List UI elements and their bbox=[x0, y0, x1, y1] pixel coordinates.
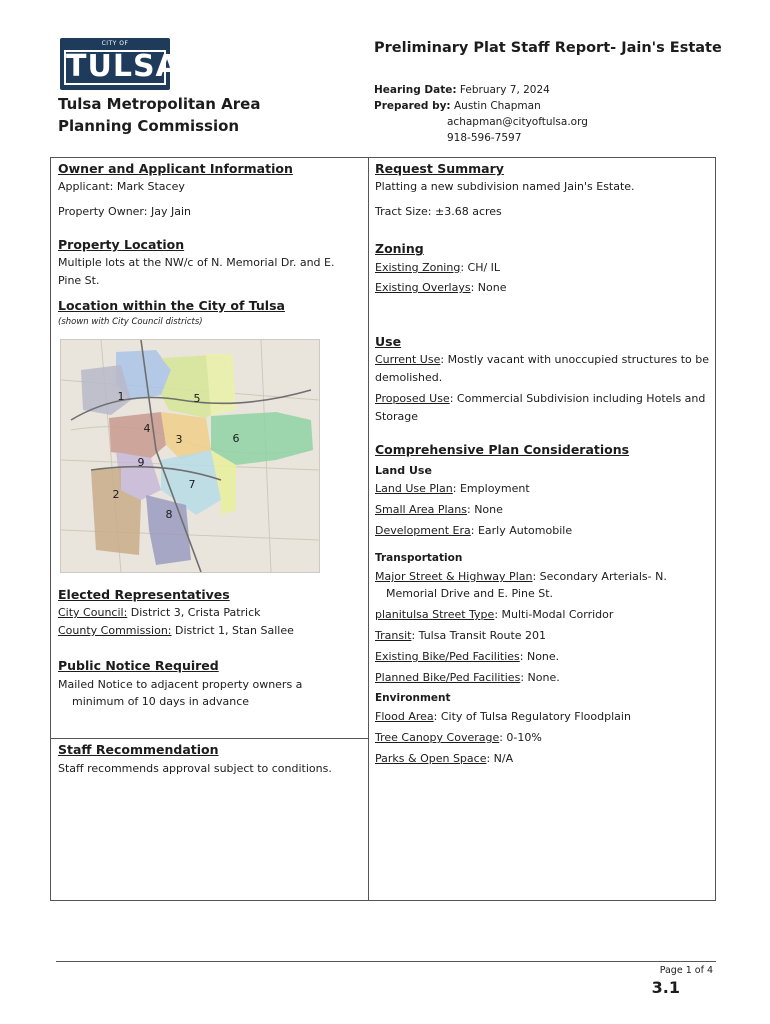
request-heading: Request Summary bbox=[375, 161, 504, 176]
city-of-tulsa-logo bbox=[60, 38, 180, 90]
planned-bike-label: Planned Bike/Ped Facilities bbox=[375, 671, 521, 684]
report-title: Preliminary Plat Staff Report- Jain's Estate bbox=[374, 40, 722, 56]
council-label: City Council: bbox=[58, 606, 128, 619]
city-location-heading: Location within the City of Tulsa bbox=[58, 298, 285, 313]
district-4-shape bbox=[109, 412, 166, 458]
prepared-by-label: Prepared by: bbox=[374, 100, 451, 112]
parks-value: : N/A bbox=[486, 752, 514, 765]
agenda-item-number: 3.1 bbox=[651, 978, 680, 997]
preparer-phone: 918-596-7597 bbox=[447, 132, 522, 144]
flood-label: Flood Area bbox=[375, 710, 434, 723]
small-area-value: : None bbox=[467, 503, 503, 516]
transit-label: Transit bbox=[375, 629, 412, 642]
proposed-use-value: : Commercial Subdivision including Hotels and Storage bbox=[375, 392, 706, 423]
parks-label: Parks & Open Space bbox=[375, 752, 487, 765]
dev-era-label: Development Era bbox=[375, 524, 471, 537]
map-label-6: 6 bbox=[232, 432, 240, 445]
notice-text-1: Mailed Notice to adjacent property owners a bbox=[58, 678, 303, 691]
district-3-east-shape bbox=[206, 354, 236, 416]
small-area-label: Small Area Plans bbox=[375, 503, 467, 516]
prepared-by-row bbox=[374, 98, 588, 114]
canopy-row bbox=[375, 729, 542, 747]
logo-city-of: CITY OF bbox=[101, 40, 129, 47]
map-label-7: 7 bbox=[188, 478, 196, 491]
proposed-use-row bbox=[375, 390, 713, 426]
elected-heading: Elected Representatives bbox=[58, 587, 230, 602]
zoning-heading: Zoning bbox=[375, 241, 424, 256]
property-location-heading: Property Location bbox=[58, 237, 185, 252]
existing-zoning-label: Existing Zoning bbox=[375, 261, 461, 274]
recommendation-divider bbox=[50, 738, 369, 739]
hearing-date-row bbox=[374, 82, 588, 98]
current-use-label: Current Use bbox=[375, 353, 441, 366]
map-label-2: 2 bbox=[112, 488, 120, 501]
council-row bbox=[58, 604, 261, 622]
current-use-row bbox=[375, 351, 713, 387]
map-label-4: 4 bbox=[143, 422, 151, 435]
transit-value: : Tulsa Transit Route 201 bbox=[411, 629, 547, 642]
canopy-value: : 0-10% bbox=[499, 731, 542, 744]
small-area-row bbox=[375, 501, 503, 519]
county-label: County Commission: bbox=[58, 624, 172, 637]
column-divider bbox=[368, 157, 369, 901]
major-street-value-2: Memorial Drive and E. Pine St. bbox=[386, 587, 554, 600]
land-use-plan-label: Land Use Plan bbox=[375, 482, 453, 495]
flood-row bbox=[375, 708, 631, 726]
street-type-value: : Multi-Modal Corridor bbox=[494, 608, 614, 621]
council-district-map bbox=[60, 339, 320, 573]
district-6-shape bbox=[211, 412, 313, 465]
map-label-9: 9 bbox=[137, 456, 145, 469]
map-svg bbox=[61, 340, 319, 572]
applicant: Applicant: Mark Stacey bbox=[58, 180, 185, 193]
report-meta bbox=[374, 82, 588, 146]
map-label-3: 3 bbox=[175, 433, 183, 446]
current-use-value: : Mostly vacant with unoccupied structures to be demolished. bbox=[375, 353, 710, 384]
map-label-5: 5 bbox=[193, 392, 201, 405]
agency-line-2: Planning Commission bbox=[58, 117, 240, 135]
transportation-heading: Transportation bbox=[375, 552, 463, 564]
county-row bbox=[58, 622, 294, 640]
planned-bike-row bbox=[375, 669, 560, 687]
existing-bike-label: Existing Bike/Ped Facilities bbox=[375, 650, 520, 663]
property-owner: Property Owner: Jay Jain bbox=[58, 205, 191, 218]
prepared-by-value: Austin Chapman bbox=[453, 100, 541, 112]
comp-plan-heading: Comprehensive Plan Considerations bbox=[375, 442, 630, 457]
major-street-value-1: : Secondary Arterials- N. bbox=[532, 570, 667, 583]
existing-overlays-row bbox=[375, 279, 506, 297]
dev-era-value: : Early Automobile bbox=[470, 524, 573, 537]
agency-name bbox=[58, 93, 318, 137]
request-text: Platting a new subdivision named Jain's Estate. bbox=[375, 180, 635, 193]
hearing-date-label: Hearing Date: bbox=[374, 84, 457, 96]
planned-bike-value: : None. bbox=[520, 671, 560, 684]
existing-overlays-label: Existing Overlays bbox=[375, 281, 471, 294]
tract-size: Tract Size: ±3.68 acres bbox=[375, 205, 502, 218]
proposed-use-label: Proposed Use bbox=[375, 392, 450, 405]
district-8-shape bbox=[146, 495, 191, 565]
footer-rule bbox=[56, 961, 716, 962]
existing-overlays-value: : None bbox=[470, 281, 507, 294]
county-value: District 1, Stan Sallee bbox=[171, 624, 294, 637]
notice-text-2: minimum of 10 days in advance bbox=[72, 695, 250, 708]
environment-heading: Environment bbox=[375, 692, 451, 704]
land-use-plan-row bbox=[375, 480, 530, 498]
recommendation-text: Staff recommends approval subject to conditions. bbox=[58, 762, 332, 775]
page-number: Page 1 of 4 bbox=[659, 965, 713, 976]
street-type-row bbox=[375, 606, 613, 624]
agency-line-1: Tulsa Metropolitan Area bbox=[58, 95, 261, 113]
map-label-1: 1 bbox=[117, 390, 125, 403]
major-street-row bbox=[375, 568, 667, 586]
canopy-label: Tree Canopy Coverage bbox=[375, 731, 500, 744]
land-use-plan-value: : Employment bbox=[452, 482, 530, 495]
city-location-note: (shown with City Council districts) bbox=[58, 317, 203, 327]
land-use-heading: Land Use bbox=[375, 464, 432, 477]
street-type-label: planitulsa Street Type bbox=[375, 608, 495, 621]
existing-zoning-row bbox=[375, 259, 500, 277]
owner-heading: Owner and Applicant Information bbox=[58, 161, 293, 176]
flood-value: : City of Tulsa Regulatory Floodplain bbox=[433, 710, 631, 723]
transit-row bbox=[375, 627, 546, 645]
recommendation-heading: Staff Recommendation bbox=[58, 742, 219, 757]
notice-heading: Public Notice Required bbox=[58, 658, 219, 673]
council-value: District 3, Crista Patrick bbox=[127, 606, 261, 619]
dev-era-row bbox=[375, 522, 572, 540]
parks-row bbox=[375, 750, 513, 768]
preparer-email[interactable]: achapman@cityoftulsa.org bbox=[447, 116, 588, 128]
hearing-date-value: February 7, 2024 bbox=[459, 84, 550, 96]
property-location-text: Multiple lots at the NW/c of N. Memorial Dr. and E. Pine St. bbox=[58, 256, 335, 287]
major-street-label: Major Street & Highway Plan bbox=[375, 570, 533, 583]
existing-zoning-value: : CH/ IL bbox=[460, 261, 501, 274]
existing-bike-value: : None. bbox=[519, 650, 560, 663]
existing-bike-row bbox=[375, 648, 559, 666]
map-label-8: 8 bbox=[165, 508, 173, 521]
logo-tulsa: TULSA bbox=[66, 49, 180, 84]
use-heading: Use bbox=[375, 334, 402, 349]
